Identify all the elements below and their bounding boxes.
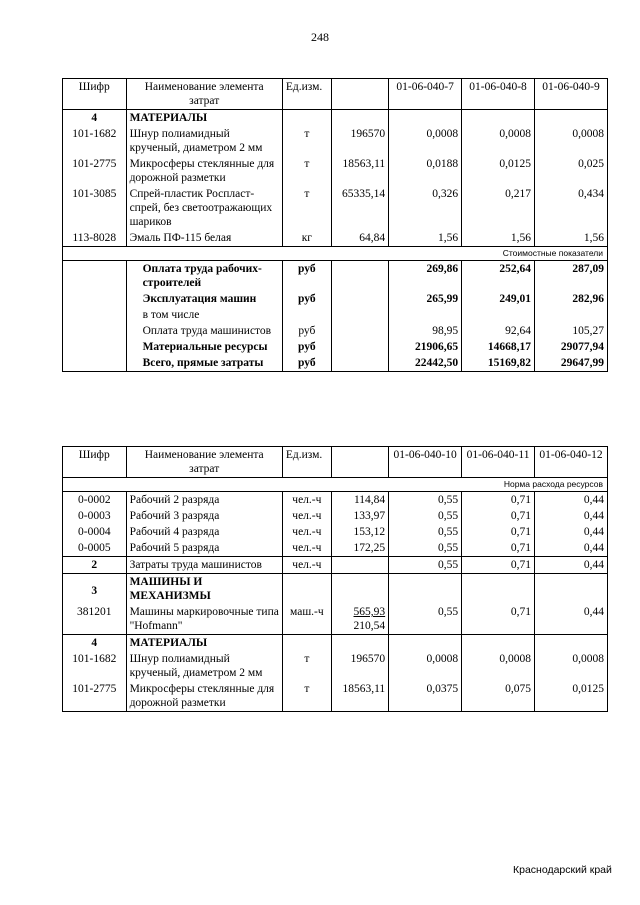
summary-row	[63, 339, 608, 355]
row-value: 0,0375	[389, 681, 462, 712]
summary-value: 22442,50	[389, 355, 462, 372]
row-value: 0,0125	[462, 156, 535, 186]
header-price	[331, 447, 388, 478]
section-row	[63, 574, 608, 605]
section-row	[63, 110, 608, 127]
row-value: 0,71	[462, 540, 535, 557]
row-name: Машины маркировочные типа "Hofmann"	[126, 604, 282, 635]
resource-table-2	[62, 446, 608, 712]
row-unit: чел.-ч	[282, 492, 331, 509]
row-value: 0,0008	[389, 651, 462, 681]
table-row	[63, 524, 608, 540]
row-value: 0,44	[535, 508, 608, 524]
row-code: 0-0003	[63, 508, 127, 524]
summary-value: 29647,99	[535, 355, 608, 372]
table-row	[63, 604, 608, 635]
row-value: 0,0008	[462, 651, 535, 681]
row-value: 0,025	[535, 156, 608, 186]
row-value: 0,55	[389, 604, 462, 635]
page-number: 248	[311, 30, 329, 44]
summary-value	[389, 307, 462, 323]
row-value: 1,56	[462, 230, 535, 247]
row-value: 0,71	[462, 557, 535, 574]
table-row	[63, 651, 608, 681]
row-value: 0,434	[535, 186, 608, 230]
row-unit: т	[282, 186, 331, 230]
section-code: 4	[63, 635, 127, 652]
row-name: Шнур полиамидный крученый, диаметром 2 мм	[126, 126, 282, 156]
summary-value: 92,64	[462, 323, 535, 339]
table-header-row	[63, 79, 608, 110]
caption-row	[63, 478, 608, 492]
row-price: 65335,14	[331, 186, 388, 230]
summary-value: 15169,82	[462, 355, 535, 372]
row-value: 0,44	[535, 604, 608, 635]
row-unit: чел.-ч	[282, 508, 331, 524]
summary-value: 98,95	[389, 323, 462, 339]
header-name: Наименование элемента затрат	[126, 447, 282, 478]
row-value: 0,55	[389, 524, 462, 540]
row-name: Рабочий 4 разряда	[126, 524, 282, 540]
row-price: 133,97	[331, 508, 388, 524]
row-value: 0,44	[535, 492, 608, 509]
row-code: 0-0004	[63, 524, 127, 540]
row-unit: маш.-ч	[282, 604, 331, 635]
row-code: 101-1682	[63, 651, 127, 681]
row-code: 0-0005	[63, 540, 127, 557]
header-code: Шифр	[63, 79, 127, 110]
row-name: Микросферы стеклянные для дорожной разметки	[126, 681, 282, 712]
summary-value	[462, 307, 535, 323]
row-unit: чел.-ч	[282, 557, 331, 574]
labor-row	[63, 557, 608, 574]
summary-value: 29077,94	[535, 339, 608, 355]
table-row	[63, 126, 608, 156]
row-value: 0,075	[462, 681, 535, 712]
row-value: 0,0008	[462, 126, 535, 156]
row-value: 0,55	[389, 508, 462, 524]
price-bottom: 210,54	[353, 620, 386, 632]
row-value: 0,71	[462, 508, 535, 524]
row-name: Спрей-пластик Роспласт-спрей, без светоотражающих шариков	[126, 186, 282, 230]
row-name: Шнур полиамидный крученый, диаметром 2 мм	[126, 651, 282, 681]
row-unit: кг	[282, 230, 331, 247]
table-row	[63, 230, 608, 247]
row-value: 0,44	[535, 524, 608, 540]
row-name: Эмаль ПФ-115 белая	[126, 230, 282, 247]
summary-unit: руб	[282, 261, 331, 292]
table-row	[63, 186, 608, 230]
row-price	[331, 604, 388, 635]
summary-row	[63, 355, 608, 372]
row-price: 153,12	[331, 524, 388, 540]
row-code: 101-2775	[63, 156, 127, 186]
summary-name: в том числе	[126, 307, 282, 323]
header-name: Наименование элемента затрат	[126, 79, 282, 110]
summary-value: 282,96	[535, 291, 608, 307]
row-value: 0,0188	[389, 156, 462, 186]
row-unit: т	[282, 156, 331, 186]
header-col-9: 01-06-040-9	[535, 79, 608, 110]
row-name: Микросферы стеклянные для дорожной разметки	[126, 156, 282, 186]
row-code: 101-1682	[63, 126, 127, 156]
section-code: 4	[63, 110, 127, 127]
header-price	[331, 79, 388, 110]
summary-value: 252,64	[462, 261, 535, 292]
summary-name: Материальные ресурсы	[126, 339, 282, 355]
summary-row	[63, 291, 608, 307]
row-value: 0,326	[389, 186, 462, 230]
row-value: 0,71	[462, 524, 535, 540]
region-footer: Краснодарский край	[513, 864, 612, 876]
summary-unit: руб	[282, 355, 331, 372]
table-row	[63, 156, 608, 186]
resource-norm-caption: Норма расхода ресурсов	[63, 478, 608, 492]
header-unit: Ед.изм.	[282, 79, 331, 110]
row-value: 0,0008	[535, 126, 608, 156]
cost-indicators-caption: Стоимостные показатели	[63, 247, 608, 261]
summary-name: Всего, прямые затраты	[126, 355, 282, 372]
row-value: 0,0008	[389, 126, 462, 156]
row-code: 113-8028	[63, 230, 127, 247]
summary-unit: руб	[282, 323, 331, 339]
summary-value: 269,86	[389, 261, 462, 292]
row-name: Рабочий 3 разряда	[126, 508, 282, 524]
row-price: 172,25	[331, 540, 388, 557]
row-code: 101-3085	[63, 186, 127, 230]
resource-table-1	[62, 78, 608, 372]
summary-value	[535, 307, 608, 323]
header-col-8: 01-06-040-8	[462, 79, 535, 110]
table-row	[63, 492, 608, 509]
summary-row	[63, 307, 608, 323]
row-value: 0,71	[462, 492, 535, 509]
summary-unit	[282, 307, 331, 323]
row-price: 18563,11	[331, 156, 388, 186]
row-value: 0,55	[389, 540, 462, 557]
table-row	[63, 508, 608, 524]
row-price: 196570	[331, 651, 388, 681]
row-price: 114,84	[331, 492, 388, 509]
row-value: 1,56	[535, 230, 608, 247]
caption-row	[63, 247, 608, 261]
header-col-7: 01-06-040-7	[389, 79, 462, 110]
row-value: 0,0008	[535, 651, 608, 681]
price-top: 565,93	[353, 606, 386, 618]
row-code: 2	[63, 557, 127, 574]
summary-value: 287,09	[535, 261, 608, 292]
section-name: МАТЕРИАЛЫ	[126, 635, 282, 652]
row-code: 0-0002	[63, 492, 127, 509]
row-value: 0,71	[462, 604, 535, 635]
row-value: 0,44	[535, 540, 608, 557]
row-value: 1,56	[389, 230, 462, 247]
row-name: Затраты труда машинистов	[126, 557, 282, 574]
row-price: 18563,11	[331, 681, 388, 712]
row-unit: чел.-ч	[282, 540, 331, 557]
summary-unit: руб	[282, 291, 331, 307]
summary-value: 105,27	[535, 323, 608, 339]
table-row	[63, 681, 608, 712]
section-name: МАТЕРИАЛЫ	[126, 110, 282, 127]
summary-name: Оплата труда рабочих-строителей	[126, 261, 282, 292]
row-name: Рабочий 5 разряда	[126, 540, 282, 557]
row-value: 0,217	[462, 186, 535, 230]
row-price: 64,84	[331, 230, 388, 247]
summary-value: 21906,65	[389, 339, 462, 355]
section-name: МАШИНЫ И МЕХАНИЗМЫ	[126, 574, 282, 605]
section-code: 3	[63, 574, 127, 605]
row-value: 0,55	[389, 492, 462, 509]
summary-row	[63, 261, 608, 292]
summary-value: 249,01	[462, 291, 535, 307]
row-unit: т	[282, 681, 331, 712]
row-code: 101-2775	[63, 681, 127, 712]
row-name: Рабочий 2 разряда	[126, 492, 282, 509]
summary-value: 265,99	[389, 291, 462, 307]
summary-row	[63, 323, 608, 339]
row-value: 0,55	[389, 557, 462, 574]
header-col-11: 01-06-040-11	[462, 447, 535, 478]
summary-name: Эксплуатация машин	[126, 291, 282, 307]
header-col-10: 01-06-040-10	[389, 447, 462, 478]
section-row	[63, 635, 608, 652]
table-row	[63, 540, 608, 557]
row-unit: чел.-ч	[282, 524, 331, 540]
header-unit: Ед.изм.	[282, 447, 331, 478]
row-unit: т	[282, 651, 331, 681]
row-price: 196570	[331, 126, 388, 156]
summary-name: Оплата труда машинистов	[126, 323, 282, 339]
row-unit: т	[282, 126, 331, 156]
row-value: 0,44	[535, 557, 608, 574]
summary-unit: руб	[282, 339, 331, 355]
row-value: 0,0125	[535, 681, 608, 712]
summary-value: 14668,17	[462, 339, 535, 355]
row-code: 381201	[63, 604, 127, 635]
table-header-row	[63, 447, 608, 478]
header-code: Шифр	[63, 447, 127, 478]
header-col-12: 01-06-040-12	[535, 447, 608, 478]
